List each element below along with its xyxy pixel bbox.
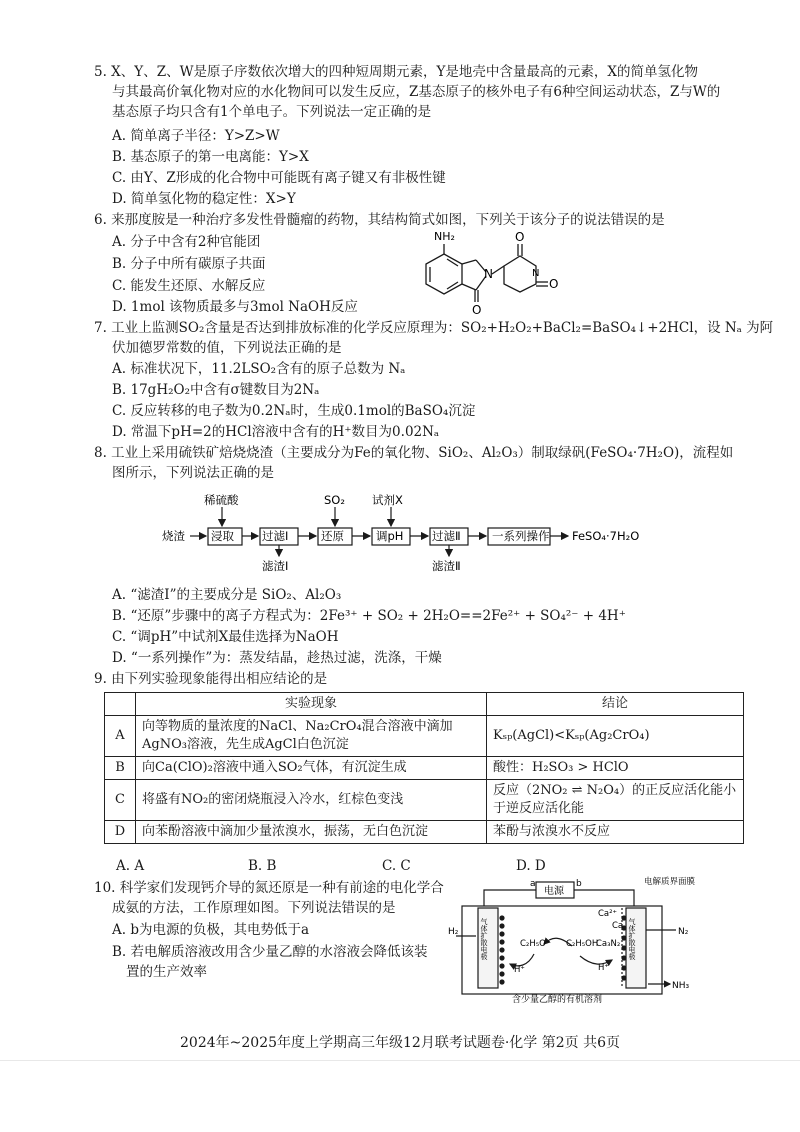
q8-option-a: A. “滤渣Ⅰ”的主要成分是 SiO₂、Al₂O₃ xyxy=(112,587,342,603)
q7-option-a: A. 标准状况下，11.2LSO₂含有的原子总数为 Nₐ xyxy=(112,361,406,377)
diagram-h2: H₂ xyxy=(448,927,459,937)
q6-option-a: A. 分子中含有2种官能团 xyxy=(112,234,261,250)
table-row xyxy=(105,780,744,821)
row-conclusion: 苯酚与浓溴水不反应 xyxy=(487,821,744,844)
experiment-table xyxy=(104,692,744,844)
q9-answer-a: A. A xyxy=(116,858,145,874)
row-label: B xyxy=(105,757,136,780)
q9-answer-d: D. D xyxy=(516,858,546,874)
flow-start: 烧渣 xyxy=(162,529,185,543)
table-row xyxy=(105,716,744,757)
flow-residue1: 滤渣Ⅰ xyxy=(262,559,289,573)
table-row xyxy=(105,821,744,844)
diagram-power-source: 电源 xyxy=(544,886,564,897)
q8-line-1: 8. 工业上采用硫铁矿焙烧烧渣（主要成分为Fe的氧化物、SiO₂、Al₂O₃）制取绿矾(FeSO₄·7H₂O)，流程如 xyxy=(94,445,734,461)
q5-option-d: D. 简单氢化物的稳定性：X>Y xyxy=(112,191,296,207)
q5-line-1: 5. X、Y、Z、W是原子序数依次增大的四种短周期元素，Y是地壳中含量最高的元素，X的简单氢化物 xyxy=(94,64,698,80)
diagram-ethanol: C₂H₅OH xyxy=(566,939,599,949)
diagram-hplus-left: H⁺ xyxy=(514,965,525,975)
flow-step-leach: 浸取 xyxy=(211,529,234,543)
q6-option-c: C. 能发生还原、水解反应 xyxy=(112,278,266,294)
struct-nh-label: N xyxy=(532,268,540,279)
row-phenomenon: 将盛有NO₂的密闭烧瓶浸入冷水，红棕色变浅 xyxy=(136,780,487,821)
struct-o-bottom: O xyxy=(472,303,482,317)
flow-step-filter1: 过滤Ⅰ xyxy=(262,529,289,543)
row-phenomenon: 向苯酚溶液中滴加少量浓溴水，振荡，无白色沉淀 xyxy=(136,821,487,844)
q10-line-1: 10. 科学家们发现钙介导的氮还原是一种有前途的电化学合 xyxy=(94,880,444,896)
flow-so2: SO₂ xyxy=(324,493,345,507)
diagram-membrane-label: 电解质界面膜 xyxy=(644,877,696,887)
row-label: C xyxy=(105,780,136,821)
diagram-ca3n2: Ca₃N₂ xyxy=(596,939,621,949)
q9-stem: 9. 由下列实验现象能得出相应结论的是 xyxy=(94,671,328,687)
q9-answer-b: B. B xyxy=(248,858,277,874)
q7-line-1: 7. 工业上监测SO₂含量是否达到排放标准的化学反应原理为：SO₂+H₂O₂+BaCl₂=BaSO₄↓+2HCl，设 Nₐ 为阿 xyxy=(94,320,774,336)
header-phenomenon: 实验现象 xyxy=(136,693,487,716)
diagram-terminal-b: b xyxy=(576,879,582,889)
row-conclusion: 酸性：H₂SO₃ > HClO xyxy=(487,757,744,780)
diagram-hplus-right: H⁺ xyxy=(598,963,609,973)
diagram-n2: N₂ xyxy=(678,927,689,937)
struct-o-right: O xyxy=(549,277,559,291)
diagram-ethoxide: C₂H₅O⁻ xyxy=(520,939,551,949)
row-phenomenon: 向等物质的量浓度的NaCl、Na₂CrO₄混合溶液中滴加AgNO₃溶液，先生成AgCl白色沉淀 xyxy=(136,716,487,757)
row-conclusion: Kₛₚ(AgCl)<Kₛₚ(Ag₂CrO₄) xyxy=(487,716,744,757)
flow-residue2: 滤渣Ⅱ xyxy=(432,559,461,573)
table-row xyxy=(105,757,744,780)
row-label: D xyxy=(105,821,136,844)
q10-option-b-1: B. 若电解质溶液改用含少量乙醇的水溶液会降低该装 xyxy=(112,944,428,960)
q6-option-d: D. 1mol 该物质最多与3mol NaOH反应 xyxy=(112,299,358,315)
struct-o-top: O xyxy=(515,230,525,244)
q7-option-d: D. 常温下pH=2的HCl溶液中含有的H⁺数目为0.02Nₐ xyxy=(112,424,440,440)
flow-step-ph: 调pH xyxy=(376,529,404,543)
page-footer: 2024年~2025年度上学期高三年级12月联考试题卷·化学 第2页 共6页 xyxy=(180,1035,620,1051)
q7-option-b: B. 17gH₂O₂中含有σ键数目为2Nₐ xyxy=(112,382,320,398)
flow-acid: 稀硫酸 xyxy=(204,493,239,507)
lenalidomide-structure xyxy=(410,226,560,318)
process-flowchart xyxy=(160,492,660,578)
q8-line-2: 图所示，下列说法正确的是 xyxy=(112,465,274,481)
diagram-right-electrode: 气体扩散电极 xyxy=(628,918,636,960)
electrolysis-diagram xyxy=(448,874,700,1006)
row-label: A xyxy=(105,716,136,757)
diagram-nh3: NH₃ xyxy=(672,981,690,991)
flow-step-series: 一系列操作 xyxy=(492,529,550,543)
q7-line-2: 伏加德罗常数的值，下列说法正确的是 xyxy=(112,340,342,356)
header-conclusion: 结论 xyxy=(487,693,744,716)
flow-reagent-x: 试剂X xyxy=(372,493,403,507)
page-divider xyxy=(0,1060,800,1061)
row-phenomenon: 向Ca(ClO)₂溶液中通入SO₂气体，有沉淀生成 xyxy=(136,757,487,780)
struct-n-label: N xyxy=(484,267,493,281)
q8-option-c: C. “调pH”中试剂X最佳选择为NaOH xyxy=(112,629,339,645)
q5-option-a: A. 简单离子半径：Y>Z>W xyxy=(112,128,280,144)
diagram-terminal-a: a xyxy=(530,879,536,889)
q5-option-c: C. 由Y、Z形成的化合物中可能既有离子键又有非极性键 xyxy=(112,170,446,186)
q6-option-b: B. 分子中所有碳原子共面 xyxy=(112,256,266,272)
q5-line-2: 与其最高价氧化物对应的水化物间可以发生反应，Z基态原子的核外电子有6种空间运动状态，Z与W的 xyxy=(112,84,721,100)
q10-line-2: 成氨的方法，工作原理如图。下列说法错误的是 xyxy=(112,900,396,916)
q9-answer-c: C. C xyxy=(382,858,411,874)
flow-product: FeSO₄·7H₂O xyxy=(572,529,640,543)
table-header-row xyxy=(105,693,744,716)
q8-option-d: D. “一系列操作”为：蒸发结晶，趁热过滤，洗涤，干燥 xyxy=(112,650,442,666)
q10-option-b-2: 置的生产效率 xyxy=(126,964,207,980)
diagram-ca: Ca xyxy=(612,921,624,931)
q8-option-b: B. “还原”步骤中的离子方程式为：2Fe³⁺ + SO₂ + 2H₂O==2Fe²⁺ + SO₄²⁻ + 4H⁺ xyxy=(112,608,626,624)
diagram-left-electrode: 气体扩散电极 xyxy=(480,918,488,960)
flow-step-filter2: 过滤Ⅱ xyxy=(432,529,461,543)
struct-nh2-label: NH₂ xyxy=(434,230,455,243)
diagram-ca2: Ca²⁺ xyxy=(598,909,618,919)
q7-option-c: C. 反应转移的电子数为0.2Nₐ时，生成0.1mol的BaSO₄沉淀 xyxy=(112,403,476,419)
q5-line-3: 基态原子均只含有1个单电子。下列说法一定正确的是 xyxy=(112,104,432,120)
q6-stem: 6. 来那度胺是一种治疗多发性骨髓瘤的药物，其结构简式如图，下列关于该分子的说法错误的是 xyxy=(94,212,665,228)
q10-option-a: A. b为电源的负极，其电势低于a xyxy=(112,922,310,938)
diagram-solvent: 含少量乙醇的有机溶剂 xyxy=(512,995,603,1005)
flow-step-reduce: 还原 xyxy=(321,529,344,543)
q5-option-b: B. 基态原子的第一电离能：Y>X xyxy=(112,149,309,165)
row-conclusion: 反应（2NO₂ ⇌ N₂O₄）的正反应活化能小于逆反应活化能 xyxy=(487,780,744,821)
